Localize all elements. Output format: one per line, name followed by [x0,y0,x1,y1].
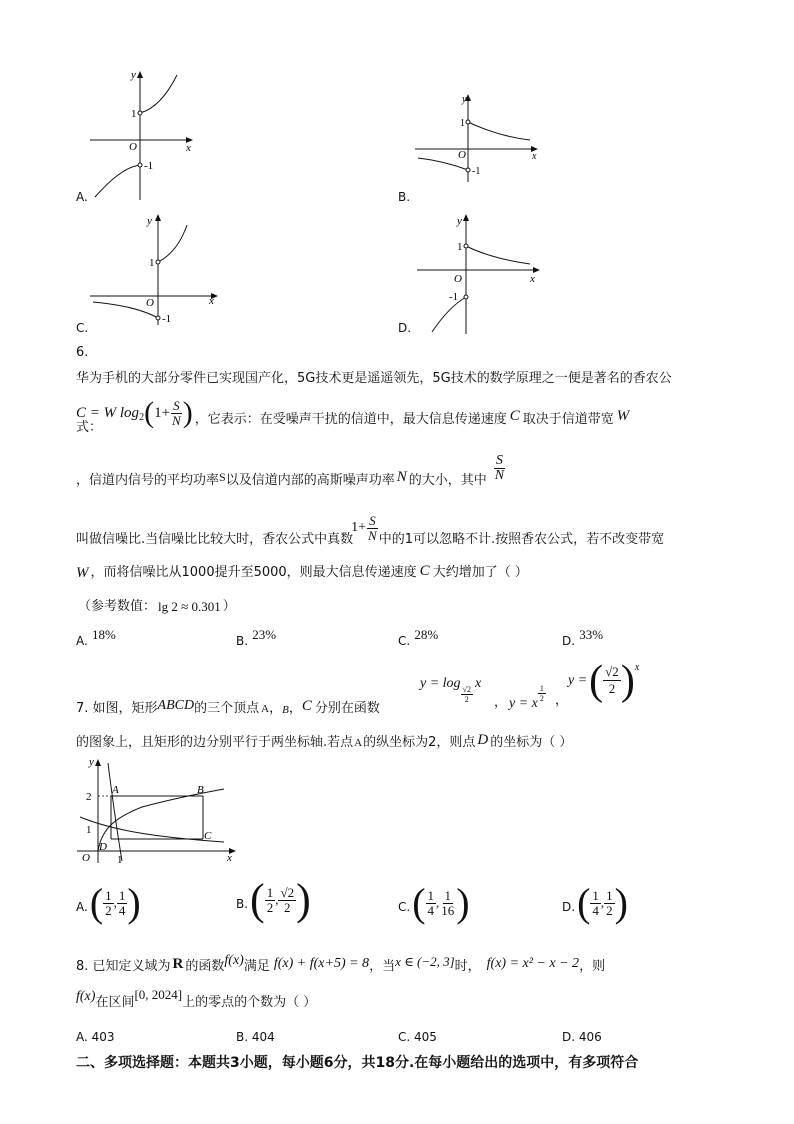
ref-value: lg 2 ≈ 0.301 [158,599,221,614]
opt-value: 404 [251,1030,275,1044]
q6-line5-post: ，而将信噪比从1000提升至5000，则最大信息传递速度 [90,565,417,580]
frac-den-1: 2 [105,902,112,918]
label-b: B [197,784,204,796]
q8-p7: 在区间 [95,995,135,1010]
q6-line3-pre: ，信道内信号的平均功率 [76,473,220,488]
q8-option-d[interactable] [562,1028,602,1046]
q8-p4: ，当 [369,959,396,974]
tick-2: 2 [86,791,92,803]
interval: [0, 2024] [134,987,183,1002]
q6-line2-post2: 取决于信道带宽 [522,412,614,427]
y-axis-label: y [147,215,152,227]
section-2-heading: 二、多项选择题：本题共3小题，每小题6分，共18分.在每小题给出的选项中，有多项符合 [76,1055,639,1071]
q6-line5 [76,564,528,582]
q6-option-a[interactable] [76,627,116,651]
f1-base-num: √2 [462,685,471,694]
q8-line1 [76,953,606,976]
q6-option-b[interactable] [236,627,277,651]
opt-letter: D. [562,1030,576,1044]
paren-right: ) [127,880,141,925]
tick-minus-1: -1 [449,291,459,303]
f3-den: 2 [608,681,616,696]
comma: ， [288,701,302,716]
point-b: B [282,704,289,716]
frac-num-2: 1 [118,887,126,903]
snr-s: S [495,452,503,468]
formula-n: N [172,412,181,428]
comma: ， [269,701,283,716]
q7-line2-mid: 的纵坐标为2，则点 [363,735,476,750]
formula-one: 1+ [154,405,171,421]
origin-label: O [82,852,90,864]
y-axis-label: y [89,756,94,768]
tick-1: 1 [460,118,465,129]
opt-letter: A. [76,900,88,914]
q8-p5: 时， [454,959,481,974]
frac-den-2: 16 [441,902,455,918]
tick-minus-1: -1 [472,166,481,177]
formula-lhs: C = W log [76,405,140,421]
equation-2: f(x) = x² − x − 2 [486,956,580,971]
q7-function-3 [568,657,640,704]
graph-option-c [85,210,225,330]
frac-den-2: 2 [606,902,613,918]
snr-n: N [494,467,505,483]
q7-line1 [76,700,380,718]
tick-1: 1 [149,257,155,269]
paren-right: ) [296,875,311,924]
y-axis-label: y [131,69,136,81]
origin-label: O [129,141,137,153]
ref-end: ） [222,599,236,614]
q7-option-b[interactable]: B. ( $\frac{1}{2}$ , $\frac{√2}{2}$ ) [236,875,311,924]
point-d: D [477,732,489,748]
y-axis-label: y [457,215,462,227]
paren-left: ( [412,880,426,925]
f2-exp-num: 1 [539,684,544,693]
q8-option-a[interactable] [76,1028,115,1046]
opt-value: 28% [414,627,439,642]
opt-letter: D. [562,634,576,648]
origin-label: O [458,149,466,161]
q7-rectangle-graph [72,755,242,867]
q6-line3-post: 的大小，其中 [408,473,487,488]
frac-den-1: 4 [427,902,435,918]
comma: ， [555,693,569,708]
tick-1: 1 [457,241,463,253]
opt-letter: C. [398,900,411,914]
opt-letter: B. [236,634,249,648]
f3-num: √2 [605,664,619,679]
q7-function-2 [509,684,546,712]
comma: ， [494,695,508,710]
q6-line1: 华为手机的大部分零件已实现国产化，5G技术更是遥遥领先，5G技术的数学原理之一便是著名的香农公 [76,371,672,386]
point-a: A [261,703,270,715]
f1-base-den: 2 [464,695,469,704]
frac-den-2: 4 [118,902,126,918]
graph-option-a [85,65,205,205]
paren-left: ( [250,875,265,924]
q7-line2 [76,734,572,752]
f1-main: y = log [420,676,461,691]
graph-option-d [412,212,547,337]
paren-right: ) [456,880,470,925]
opt-letter: B. [236,897,249,911]
q6-line2 [76,396,630,440]
label-c: C [204,830,212,842]
paren-right: ) [182,396,193,429]
graph-option-b [410,92,545,187]
formula-s: S [173,397,180,413]
point-a: A [354,737,363,749]
opt-letter: A. [76,634,88,648]
q7-option-a[interactable]: A. ( $\frac{1}{2}$ , $\frac{1}{4}$ ) [76,880,141,925]
frac-den-1: 2 [266,899,274,915]
tick-y-1: 1 [86,824,92,836]
rect-abcd: ABCD [157,698,195,713]
opt-letter: A. [76,1030,88,1044]
var-n: N [396,469,407,485]
tick-minus-1: -1 [162,313,172,325]
true-number-n: N [368,527,377,543]
q8-option-c[interactable] [398,1028,437,1046]
opt-value: 33% [579,627,604,642]
var-w-2: W [76,565,89,581]
option-b-label[interactable]: B. [398,190,411,204]
q8-p2: 的函数 [185,959,225,974]
x-axis-label: x [530,273,535,285]
x-axis-label: x [209,295,214,307]
opt-value: 403 [91,1030,115,1044]
q7-line1-mid: 的三个顶点 [194,701,260,716]
f3-main: y = [568,672,588,688]
q7-option-c[interactable]: C. ( $\frac{1}{4}$ , $\frac{1}{16}$ ) [398,880,470,925]
x-axis-label: x [186,142,191,154]
opt-letter: C. [398,634,411,648]
option-c-label[interactable]: C. [76,321,89,335]
option-d-label[interactable]: D. [398,321,412,335]
label-a: A [112,784,119,796]
paren-left: ( [89,880,104,925]
q6-line3 [76,452,506,495]
point-c: C [301,698,312,714]
fx: f(x) [76,989,96,1004]
frac-num-2: 1 [606,887,613,903]
q8-option-b[interactable] [236,1028,275,1046]
opt-value: 23% [252,627,277,642]
frac-num-1: 1 [105,887,112,903]
origin-label: O [454,273,462,285]
q7-function-1 [420,676,481,704]
opt-value: 406 [578,1030,602,1044]
condition: x ∈ (−2, 3] [395,954,455,969]
f2-exp-den: 2 [539,694,544,703]
x-axis-label: x [532,151,537,162]
ref-pre: （参考数值： [78,599,157,614]
q6-option-d[interactable] [562,627,604,651]
opt-letter: B. [236,1030,249,1044]
tick-1: 1 [131,108,137,120]
q8-line2 [76,987,317,1012]
opt-letter: C. [398,1030,411,1044]
var-s: S [219,470,226,484]
q6-line2-pre: 式： [76,420,103,435]
q8-p8: 上的零点的个数为（ ） [182,995,317,1010]
frac-num-1: 1 [592,887,599,903]
q6-line3-mid: 以及信道内部的高斯噪声功率 [225,473,395,488]
real-set-r: R [172,956,184,972]
true-number-one: 1+ [351,520,367,535]
q6-option-c[interactable] [398,627,439,651]
equation-1: f(x) + f(x+5) = 8 [273,956,370,971]
frac-num-1: 1 [427,887,435,903]
q6-line4-pre: 叫做信噪比.当信噪比比较大时，香农公式中真数 [76,532,354,547]
paren-right: ) [620,657,635,704]
origin-label: O [146,297,154,309]
opt-letter: D. [562,900,576,914]
q8-p6: ，则 [579,959,606,974]
q6-reference [78,598,236,616]
f2-main: y = x [509,696,538,711]
q7-line2-post: 的坐标为（ ） [490,735,573,750]
y-axis-label: y [462,94,467,105]
paren-left: ( [577,880,591,925]
true-number-s: S [369,512,376,528]
q7-line1-post: 分别在函数 [314,701,380,716]
paren-left: ( [589,657,604,704]
frac-num-2: 1 [444,887,452,903]
q7-line1-pre: 7. 如图，矩形 [76,701,158,716]
frac-num-2: √2 [280,884,295,900]
fx: f(x) [224,953,244,968]
frac-num-1: 1 [266,884,274,900]
formula-sub: 2 [139,412,145,423]
option-a-label[interactable]: A. [76,190,88,204]
var-w: W [616,408,630,424]
q6-number: 6. [76,345,89,360]
frac-den-2: 2 [284,899,291,915]
f1-x: x [474,676,482,691]
frac-den-1: 4 [592,902,599,918]
opt-value: 405 [414,1030,437,1044]
paren-right: ) [614,880,628,925]
q6-line4-post: 中的1可以忽略不计.按照香农公式，若不改变带宽 [378,532,665,547]
q6-line2-post: ，它表示：在受噪声干扰的信道中，最大信息传递速度 [194,412,507,427]
shannon-formula [76,398,193,428]
var-c-2: C [419,563,430,579]
tick-x-1: 1 [117,854,123,866]
q8-p1: 8. 已知定义域为 [76,959,171,974]
label-d: D [99,841,107,853]
x-axis-label: x [227,852,232,864]
opt-value: 18% [91,627,116,642]
paren-left: ( [144,396,155,429]
f3-exp: x [634,662,640,673]
var-c: C [509,408,520,424]
q6-line5-end: 大约增加了（ ） [432,565,528,580]
q7-line2-pre: 的图象上，且矩形的边分别平行于两坐标轴.若点 [76,735,354,750]
tick-minus-1: -1 [144,160,154,172]
q6-line4 [76,513,664,553]
q8-p3: 满足 [243,959,270,974]
q7-option-d[interactable]: D. ( $\frac{1}{4}$ , $\frac{1}{2}$ ) [562,880,628,925]
